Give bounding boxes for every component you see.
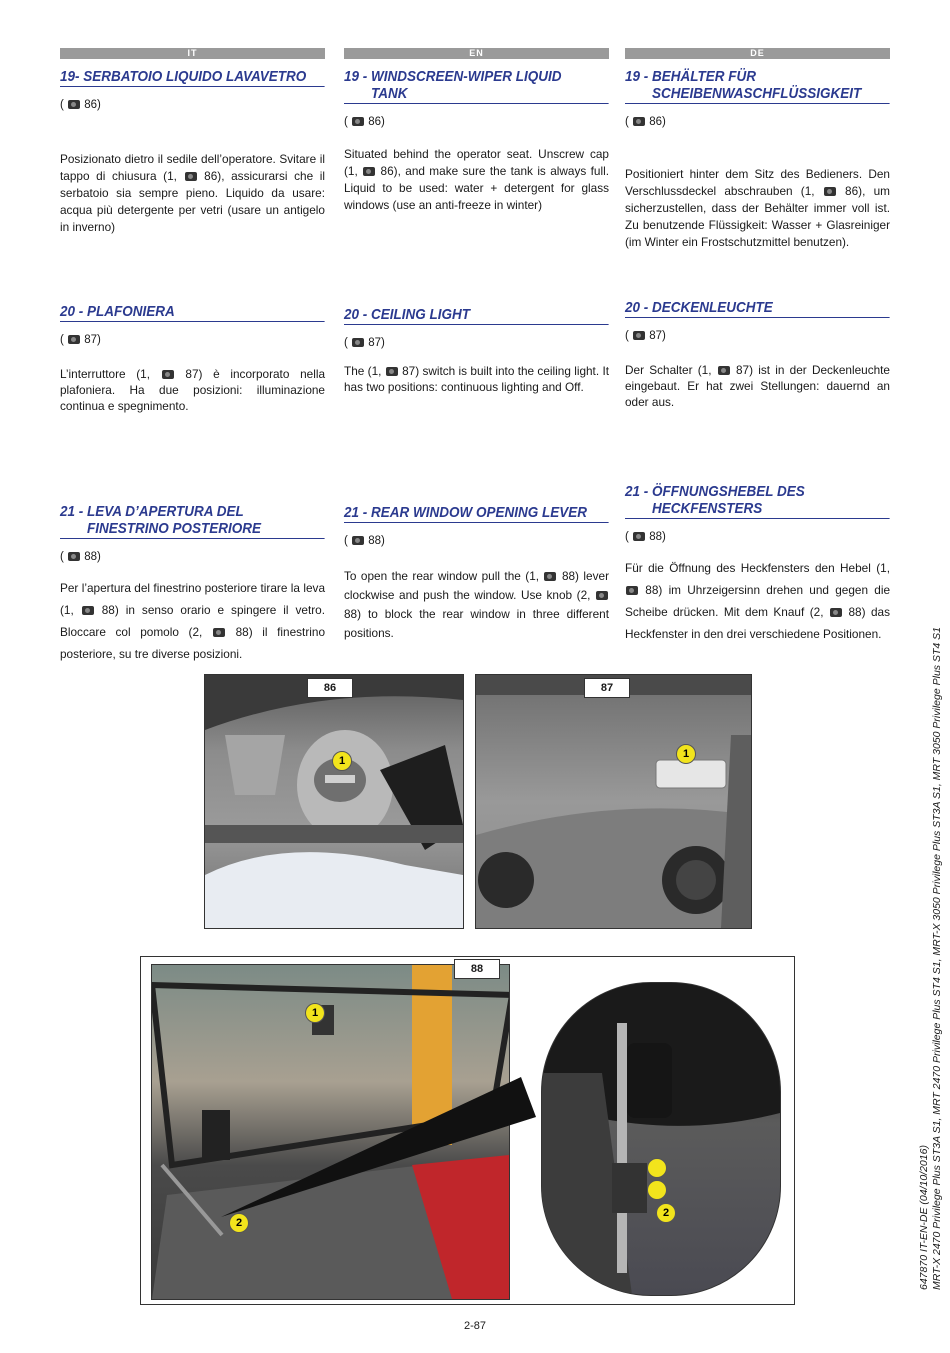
section-title: 21 - ÖFFNUNGSHEBEL DES HECKFENSTERS [625,483,890,519]
section-de-19 [625,68,890,251]
figure-ref: ( 88) [60,551,101,563]
section-body: To open the rear window pull the (1, 88) lever clockwise and push the window. Use knob (2, 88) to block the rear window in three different positions. [344,569,609,640]
camera-icon [213,628,225,637]
section-title: 20 - CEILING LIGHT [344,306,609,325]
figure-label: 86 [307,678,353,698]
camera-icon [68,100,80,109]
side-note [918,627,944,1290]
callout-marker: 2 [229,1213,249,1233]
figure-88 [140,956,795,1305]
ceiling-light-illustration [476,675,751,928]
lang-bar-de: DE [625,48,890,59]
camera-icon [363,167,375,176]
figure-ref: ( 87) [60,334,101,346]
figure-ref: ( 87) [344,337,385,349]
section-it-20 [60,303,325,414]
document-code: 647870 IT-EN-DE (04/10/2016) [918,1145,930,1290]
section-title: 21 - REAR WINDOW OPENING LEVER [344,504,609,523]
detail-zoom-photo [541,982,781,1296]
section-en-19 [344,68,609,214]
column-en [344,48,609,65]
camera-icon [830,608,842,617]
section-title: 20 - PLAFONIERA [60,303,325,322]
camera-icon [162,370,174,379]
camera-icon [633,117,645,126]
figure-ref: ( 86) [60,99,101,111]
camera-icon [82,606,94,615]
figure-label: 88 [454,959,500,979]
camera-icon [633,331,645,340]
section-title: 20 - DECKENLEUCHTE [625,299,890,318]
section-title: 21 - LEVA D’APERTURA DEL FINESTRINO POSTERIORE [60,503,325,539]
section-it-19 [60,68,325,236]
section-body: Posizionato dietro il sedile dell’operatore. Svitare il tappo di chiusura (1, 86), assicurarsi che il serbatoio sia sempre pieno. Liquido da usare: acqua più detergente per vetri (usare un antigelo in inverno) [60,152,325,234]
callout-marker: 1 [332,751,352,771]
camera-icon [633,532,645,541]
figure-ref: ( 86) [625,116,666,128]
figure-87-photo [475,674,752,929]
figure-ref: ( 86) [344,116,385,128]
section-body: The (1, 87) switch is built into the ceiling light. It has two positions: continuous lighting and Off. [344,364,609,394]
model-list: MRT-X 2470 Privilege Plus ST3A S1, MRT 2470 Privilege Plus ST4 S1, MRT-X 3050 Privilege Plus ST3A S1, MRT 3050 Privilege Plus ST4 S1 [931,627,943,1290]
section-it-21 [60,503,325,665]
camera-icon [718,366,730,375]
section-body: L’interruttore (1, 87) è incorporato nella plafoniera. Ha due posizioni: illuminazione continua e spegnimento. [60,367,326,413]
camera-icon [352,117,364,126]
section-title: 19 - BEHÄLTER FÜR SCHEIBENWASCHFLÜSSIGKEIT [625,68,890,104]
section-en-21 [344,504,609,643]
section-body: Positioniert hinter dem Sitz des Bedieners. Den Verschlussdeckel abschrauben (1, 86), um sicherzustellen, dass der Behälter immer voll ist. Zu benutzende Flüssigkeit: Wasser + Glasreiniger (im Winter ein Frostschutzmittel benutzen). [625,167,890,249]
section-body: Für die Öffnung des Heckfensters den Hebel (1, 88) im Uhrzeigersinn drehen und gegen die Scheibe drücken. Mit dem Knauf (2, 88) das Heckfenster in den drei verschiedene Positionen. [625,561,891,641]
figure-ref: ( 88) [344,535,385,547]
camera-icon [386,367,398,376]
tank-cap-illustration [205,675,463,928]
detail-illustration [542,983,780,1295]
column-it [60,48,325,65]
figure-86-photo [204,674,464,929]
camera-icon [185,172,197,181]
callout-marker [647,1158,667,1178]
lang-bar-it: IT [60,48,325,59]
figure-ref: ( 87) [625,330,666,342]
camera-icon [544,572,556,581]
callout-marker: 1 [676,744,696,764]
camera-icon [352,536,364,545]
camera-icon [596,591,608,600]
section-body: Situated behind the operator seat. Unscrew cap (1, 86), and make sure the tank is always full. Liquid to be used: water + detergent for glass windows (use an anti-freeze in winter) [344,147,610,212]
column-de [625,48,890,65]
figure-label: 87 [584,678,630,698]
figure-ref: ( 88) [625,531,666,543]
section-body: Per l’apertura del finestrino posteriore tirare la leva (1, 88) in senso orario e spingere il vetro. Bloccare col pomolo (2, 88) il finestrino posteriore, su tre diverse posizioni. [60,581,326,661]
camera-icon [352,338,364,347]
camera-icon [68,552,80,561]
callout-marker: 2 [656,1203,676,1223]
camera-icon [68,335,80,344]
section-en-20 [344,306,609,395]
callout-marker [647,1180,667,1200]
lang-bar-en: EN [344,48,609,59]
section-de-21 [625,483,890,645]
section-title: 19 - WINDSCREEN-WIPER LIQUID TANK [344,68,609,104]
section-de-20 [625,299,890,410]
page-number: 2-87 [463,1320,487,1332]
section-title: 19- SERBATOIO LIQUIDO LAVAVETRO [60,68,325,87]
camera-icon [824,187,836,196]
callout-marker: 1 [305,1003,325,1023]
camera-icon [626,586,638,595]
section-body: Der Schalter (1, 87) ist in der Deckenleuchte eingebaut. Er hat zwei Stellungen: dauernd an oder aus. [625,363,890,409]
